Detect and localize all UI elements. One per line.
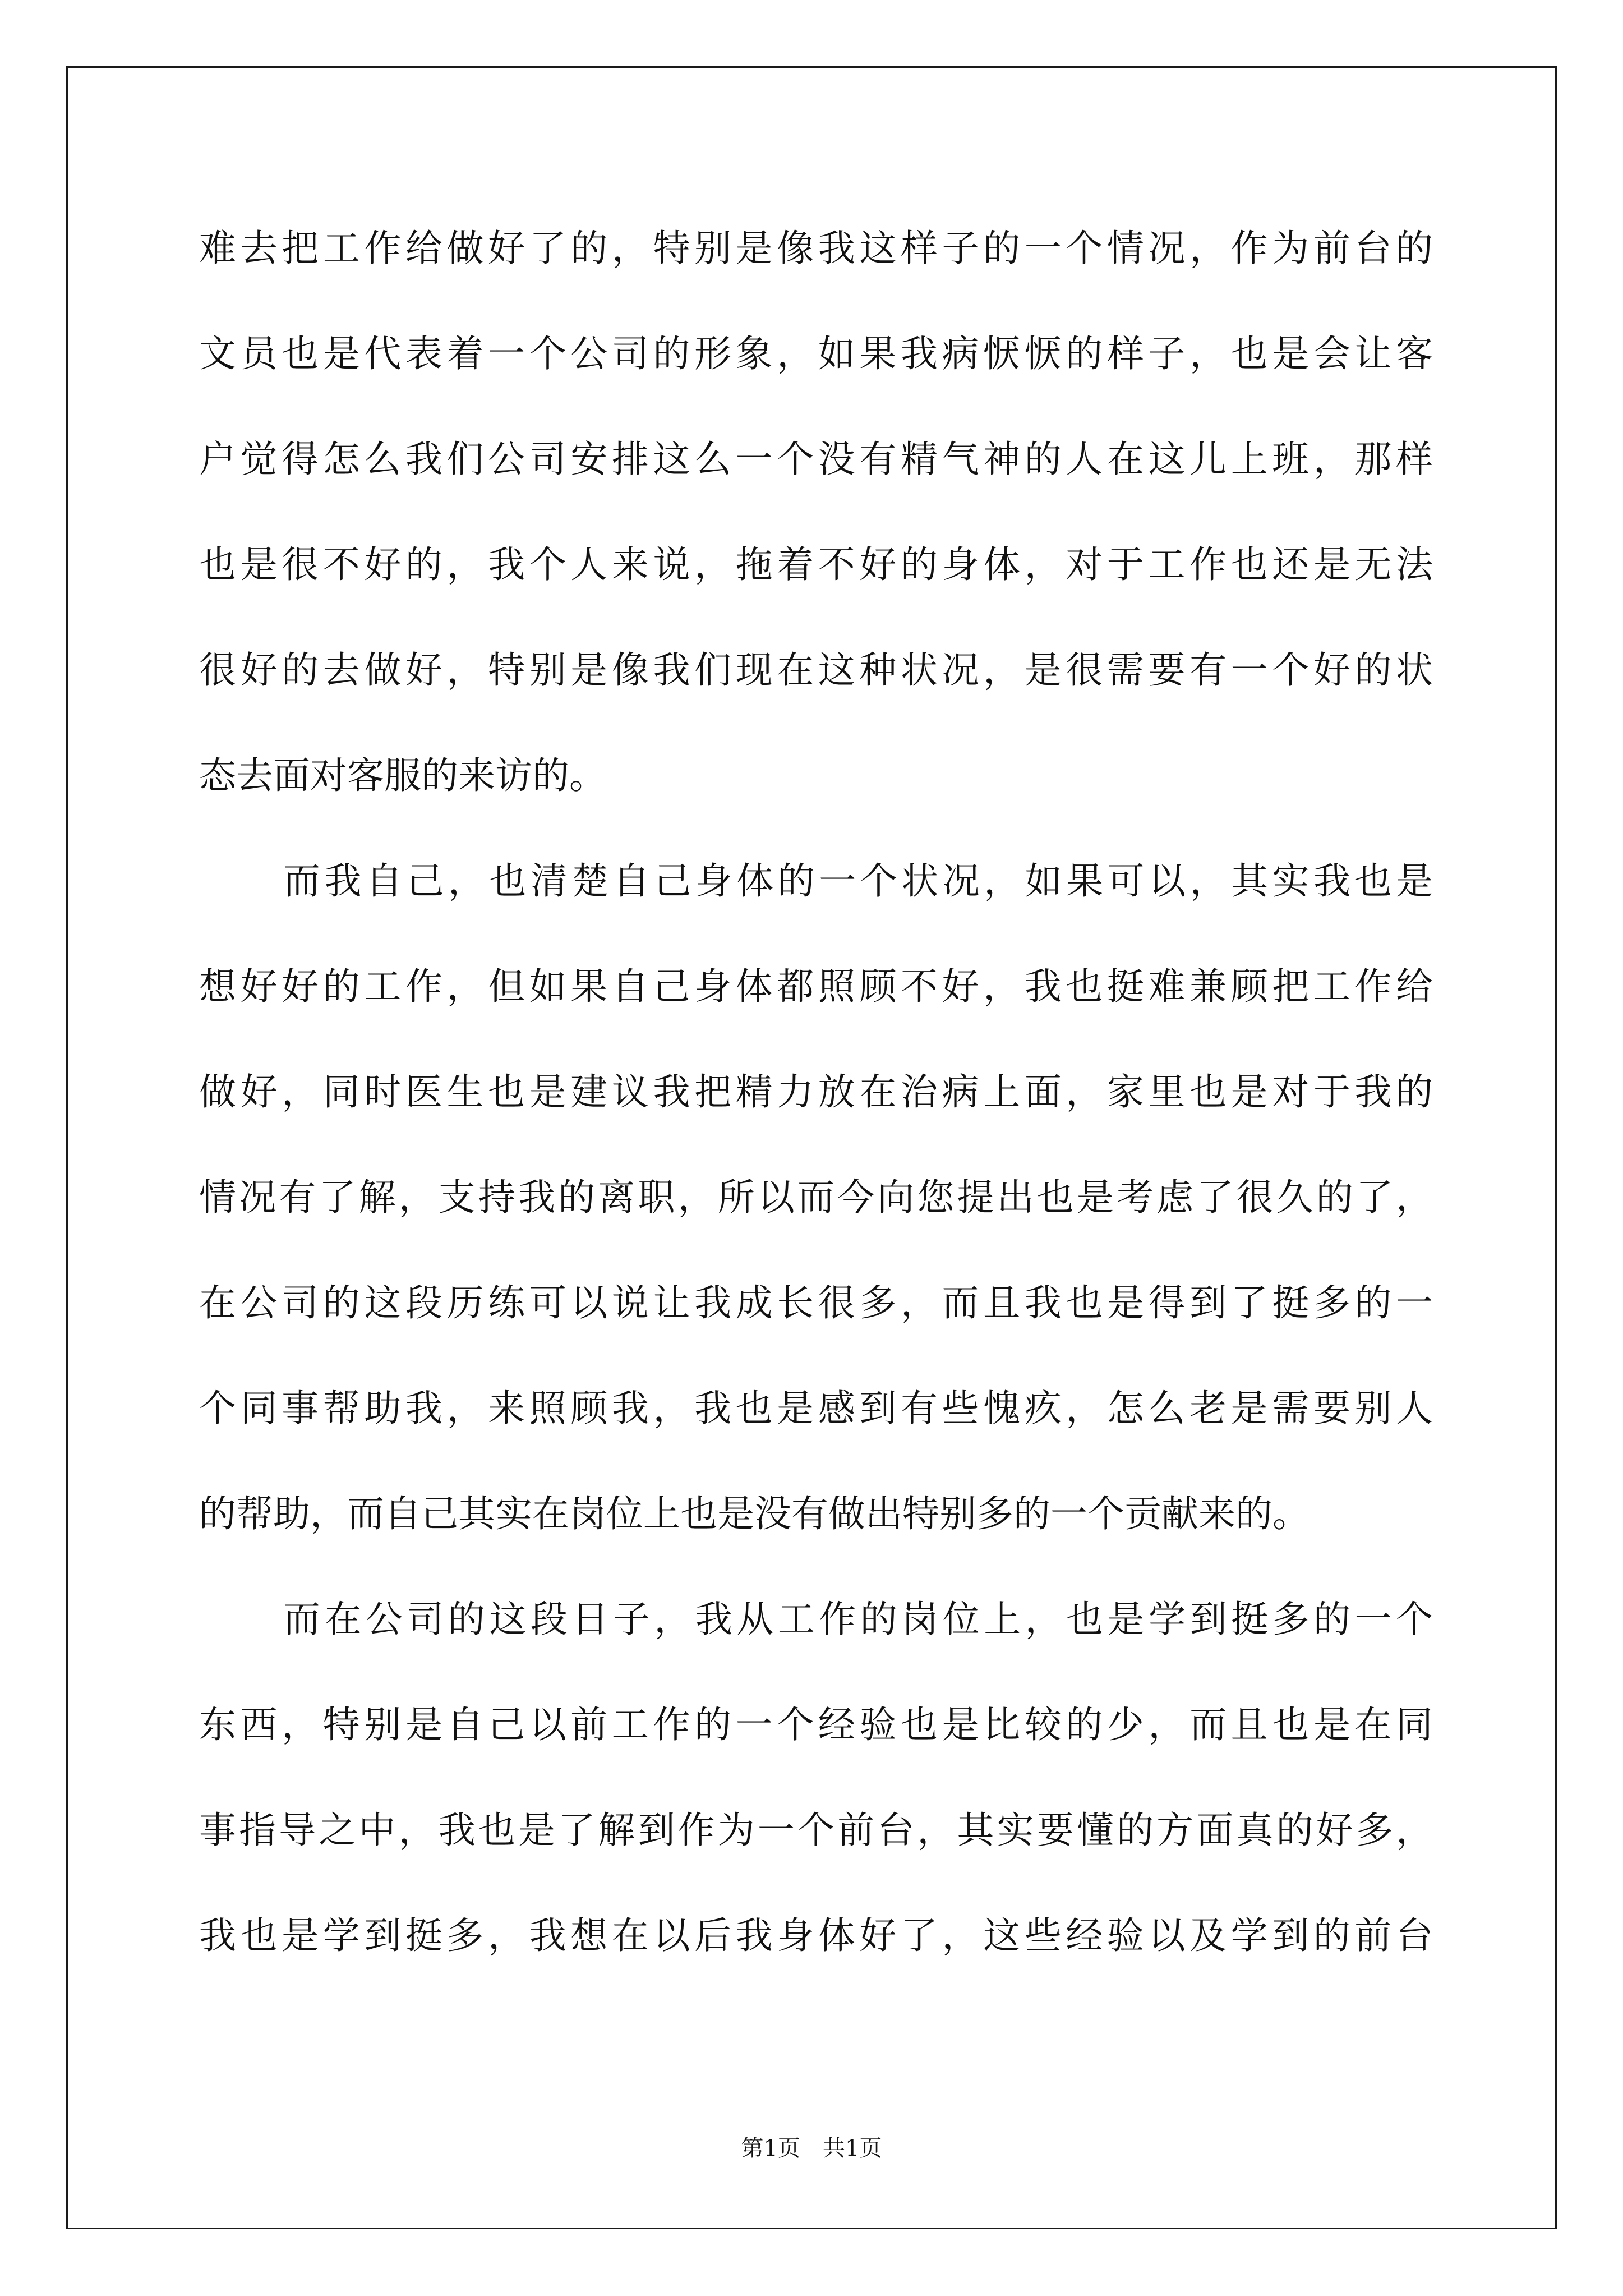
page-number: 第1页 — [741, 2136, 800, 2161]
text-line: 难去把工作给做好了的，特别是像我这样子的一个情况，作为前台的 — [199, 227, 1433, 270]
text-line: 也是很不好的，我个人来说，拖着不好的身体，对于工作也还是无法 — [199, 543, 1433, 586]
text-line: 个同事帮助我，来照顾我，我也是感到有些愧疚，怎么老是需要别人 — [199, 1387, 1433, 1430]
text-line: 想好好的工作，但如果自己身体都照顾不好，我也挺难兼顾把工作给 — [199, 965, 1433, 1008]
document-body — [199, 218, 1433, 2010]
paragraph-first-line: 而我自己，也清楚自己身体的一个状况，如果可以，其实我也是 — [283, 859, 1433, 903]
text-line: 户觉得怎么我们公司安排这么一个没有精气神的人在这儿上班，那样 — [199, 438, 1433, 481]
text-line: 很好的去做好，特别是像我们现在这种状况，是很需要有一个好的状 — [199, 648, 1433, 692]
text-line: 态去面对客服的来访的。 — [199, 754, 606, 797]
text-line: 情况有了解，支持我的离职，所以而今向您提出也是考虑了很久的了， — [199, 1176, 1433, 1219]
text-line: 东西，特别是自己以前工作的一个经验也是比较的少，而且也是在同 — [199, 1703, 1433, 1746]
paragraph-first-line: 而在公司的这段日子，我从工作的岗位上，也是学到挺多的一个 — [283, 1598, 1433, 1641]
text-line: 做好，同时医生也是建议我把精力放在治病上面，家里也是对于我的 — [199, 1070, 1433, 1114]
text-line: 事指导之中，我也是了解到作为一个前台，其实要懂的方面真的好多， — [199, 1809, 1433, 1852]
text-line: 的帮助，而自己其实在岗位上也是没有做出特别多的一个贡献来的。 — [199, 1492, 1310, 1535]
page-total: 共1页 — [823, 2136, 882, 2161]
text-line: 文员也是代表着一个公司的形象，如果我病恹恹的样子，也是会让客 — [199, 332, 1433, 375]
text-line: 在公司的这段历练可以说让我成长很多，而且我也是得到了挺多的一 — [199, 1281, 1433, 1324]
page-footer — [0, 2132, 1623, 2165]
text-line: 我也是学到挺多，我想在以后我身体好了，这些经验以及学到的前台 — [199, 1914, 1433, 1957]
